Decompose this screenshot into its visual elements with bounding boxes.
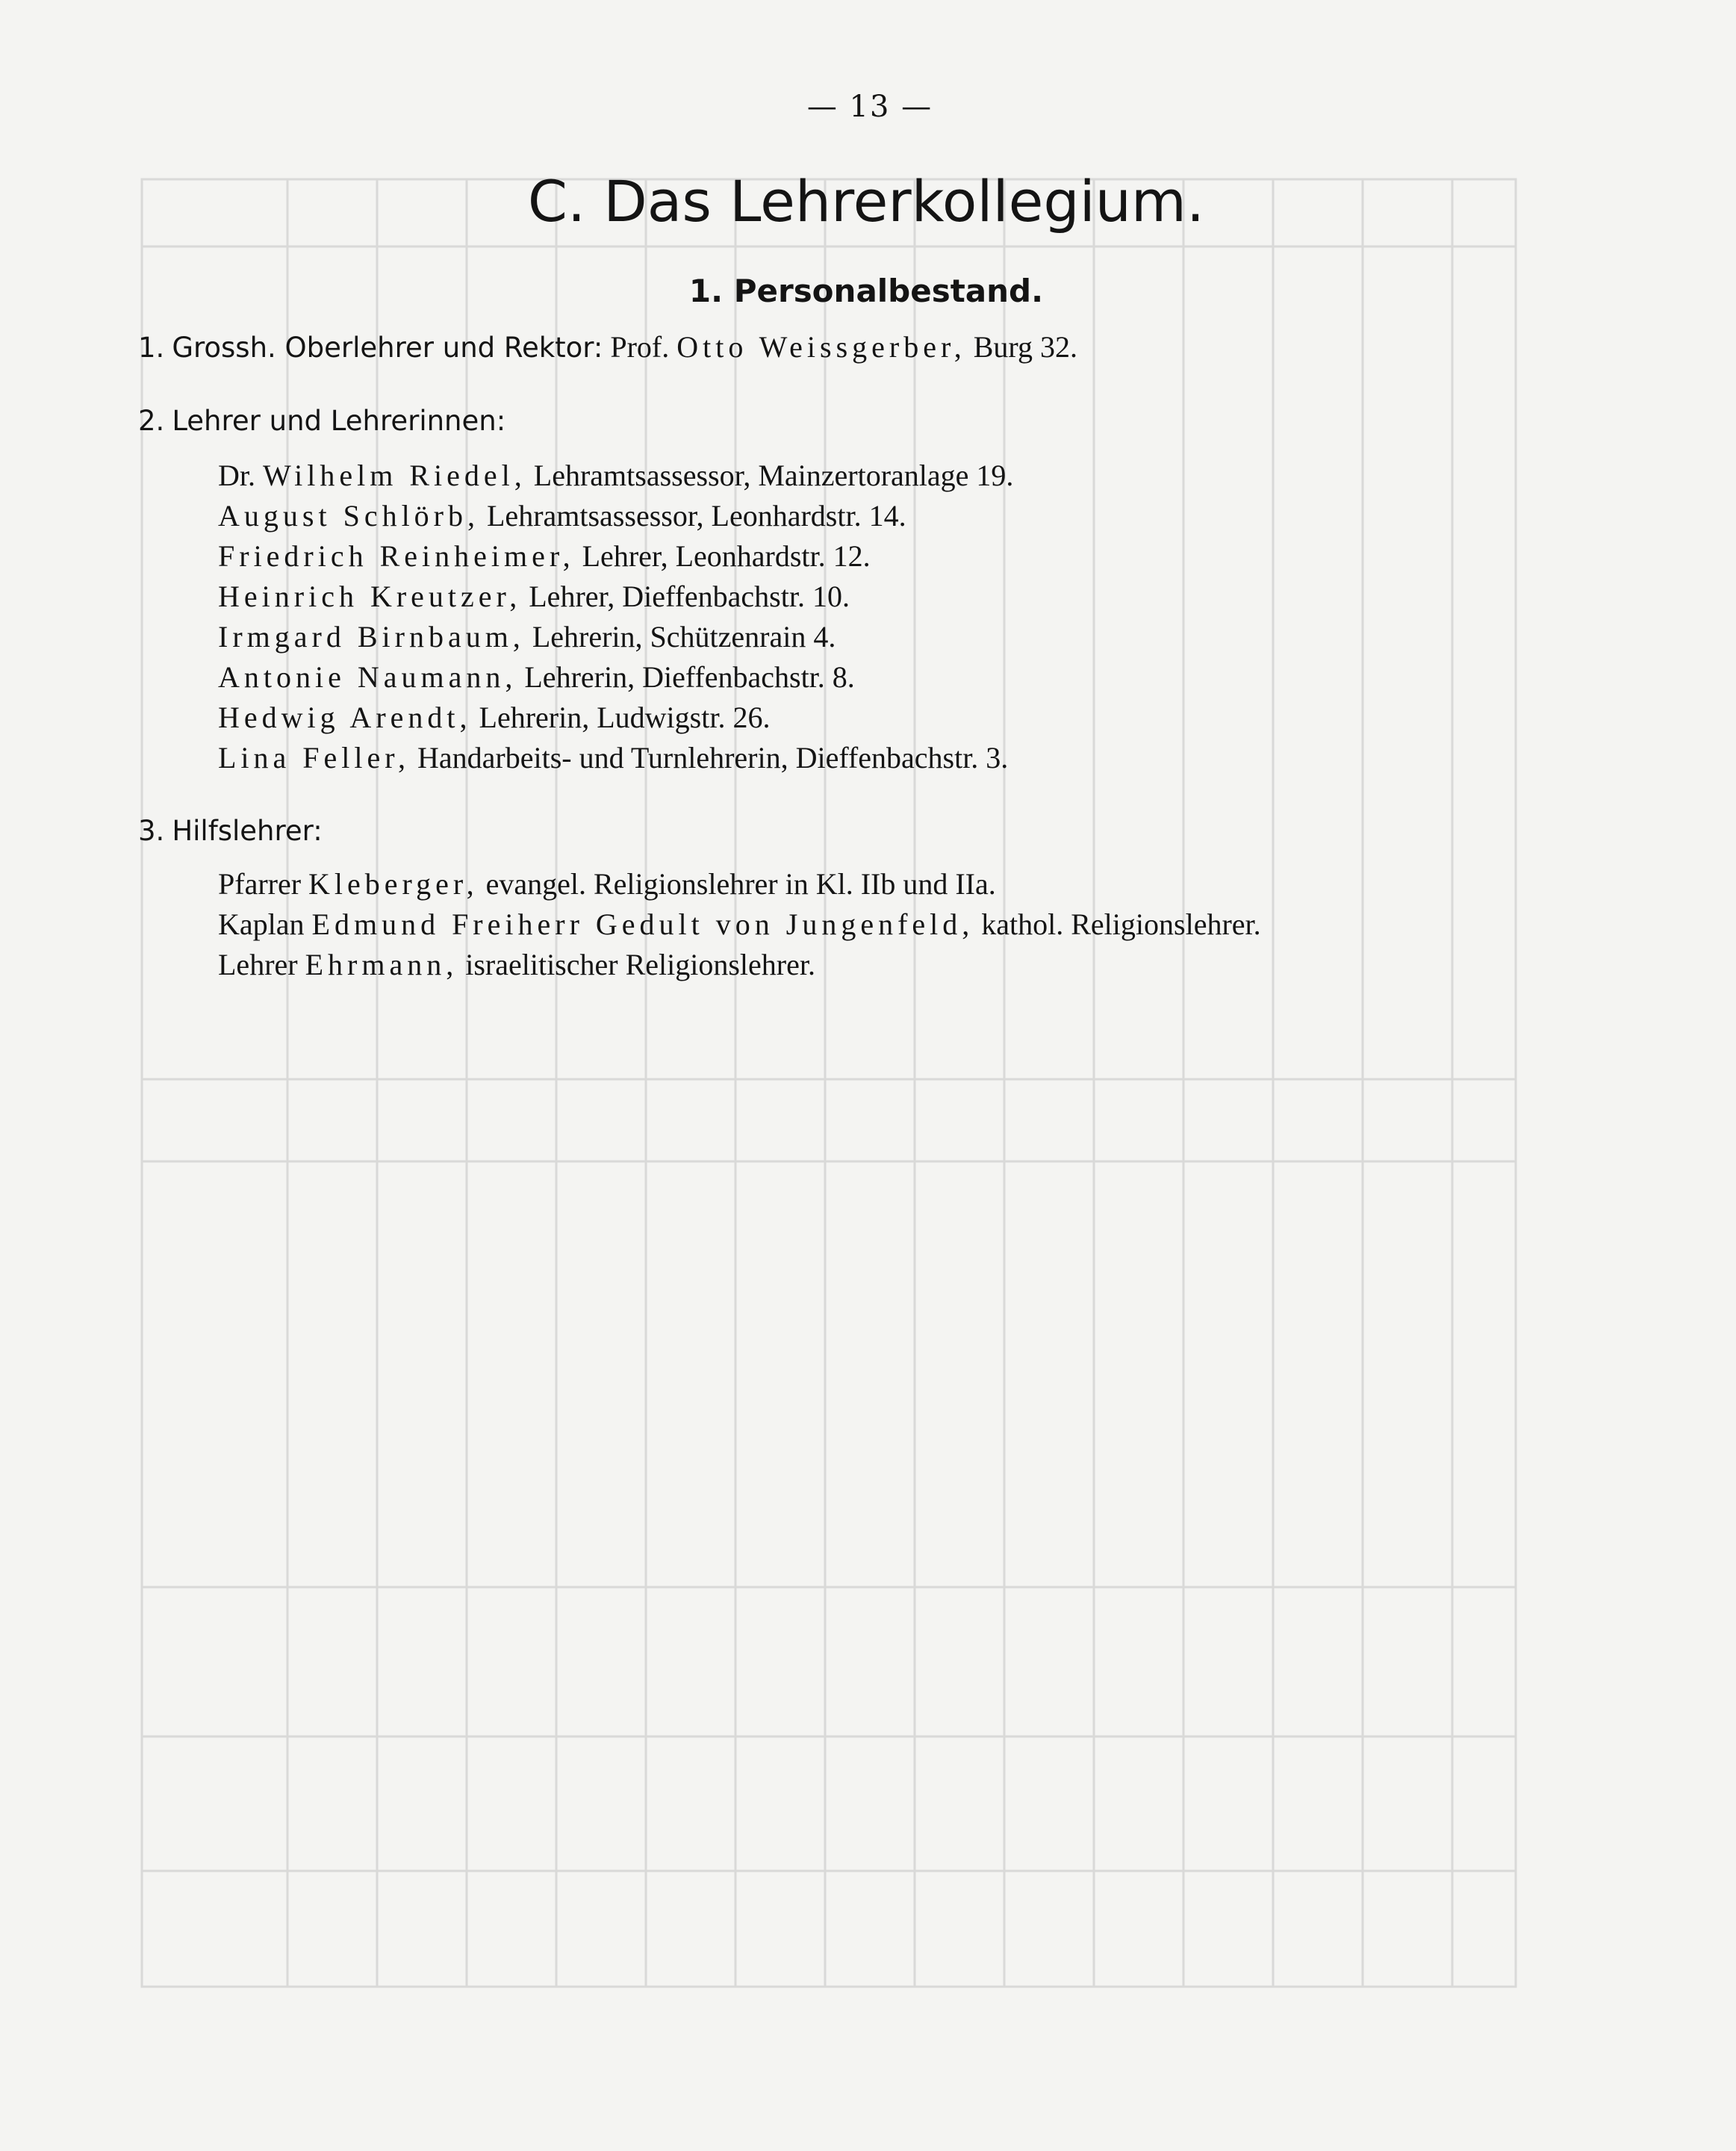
teacher-entry xyxy=(218,619,836,655)
teacher-name: Antonie Naumann, xyxy=(218,660,517,694)
teacher-details: Lehrerin, Schützenrain 4. xyxy=(532,620,836,654)
teacher-details: Lehrer, Dieffenbachstr. 10. xyxy=(529,580,850,613)
teacher-details: Lehramtsassessor, Leonhardstr. 14. xyxy=(487,499,906,533)
teacher-details: Lehramtsassessor, Mainzertoranlage 19. xyxy=(533,459,1014,492)
teacher-details: Handarbeits- und Turnlehrerin, Dieffenbachstr. 3. xyxy=(417,741,1009,775)
teacher-entry xyxy=(218,538,871,574)
rector-prefix: Prof. xyxy=(610,330,670,364)
page-number: — 13 — xyxy=(806,90,933,124)
teacher-details: Lehrerin, Ludwigstr. 26. xyxy=(479,701,771,734)
assistant-details: evangel. Religionslehrer in Kl. IIb und IIa. xyxy=(485,867,996,901)
teacher-name: Irmgard Birnbaum, xyxy=(218,620,525,654)
section-number: 3. xyxy=(138,815,165,847)
assistant-prefix: Kaplan xyxy=(218,907,305,941)
assistant-details: israelitischer Religionslehrer. xyxy=(465,948,815,981)
rector-line xyxy=(138,329,1077,366)
assistant-name: Kleberger, xyxy=(308,867,479,901)
assistant-prefix: Lehrer xyxy=(218,948,298,981)
teacher-entry xyxy=(218,659,855,695)
section-heading: Hilfslehrer: xyxy=(172,815,323,847)
teacher-entry xyxy=(218,740,1008,776)
teacher-entry xyxy=(218,579,850,615)
assistant-name: Ehrmann, xyxy=(305,948,458,981)
teacher-entry xyxy=(218,458,1013,494)
assistant-teacher-entry xyxy=(218,947,815,983)
teacher-details: Lehrer, Leonhardstr. 12. xyxy=(582,539,871,573)
assistant-teacher-entry xyxy=(218,866,996,902)
section-subtitle: 1. Personalbestand. xyxy=(688,273,1044,309)
assistant-prefix: Pfarrer xyxy=(218,867,302,901)
teacher-name: Wilhelm Riedel, xyxy=(263,459,526,492)
assistant-name: Edmund Freiherr Gedult von Jungenfeld, xyxy=(311,907,974,941)
teacher-details: Lehrerin, Dieffenbachstr. 8. xyxy=(524,660,855,694)
teacher-name: Lina Feller, xyxy=(218,741,410,775)
section-heading: Lehrer und Lehrerinnen: xyxy=(172,405,506,437)
section-2-heading xyxy=(138,403,505,439)
teacher-name: Heinrich Kreutzer, xyxy=(218,580,522,613)
teacher-entry xyxy=(218,700,770,736)
teacher-prefix: Dr. xyxy=(218,459,255,492)
teacher-name: Friedrich Reinheimer, xyxy=(218,539,575,573)
teacher-entry xyxy=(218,498,906,534)
rector-name: Otto Weissgerber, xyxy=(676,330,966,364)
assistant-teacher-entry xyxy=(218,907,1261,943)
assistant-details: kathol. Religionslehrer. xyxy=(981,907,1261,941)
bleed-through-grid xyxy=(138,176,1519,1990)
section-number: 1. xyxy=(138,332,165,364)
section-number: 2. xyxy=(138,405,165,437)
rector-address: Burg 32. xyxy=(973,330,1077,364)
page-title: C. Das Lehrerkollegium. xyxy=(527,168,1205,235)
teacher-name: Hedwig Arendt, xyxy=(218,701,472,734)
section-heading: Grossh. Oberlehrer und Rektor: xyxy=(172,332,603,364)
section-3-heading xyxy=(138,813,323,849)
teacher-name: August Schlörb, xyxy=(218,499,479,533)
